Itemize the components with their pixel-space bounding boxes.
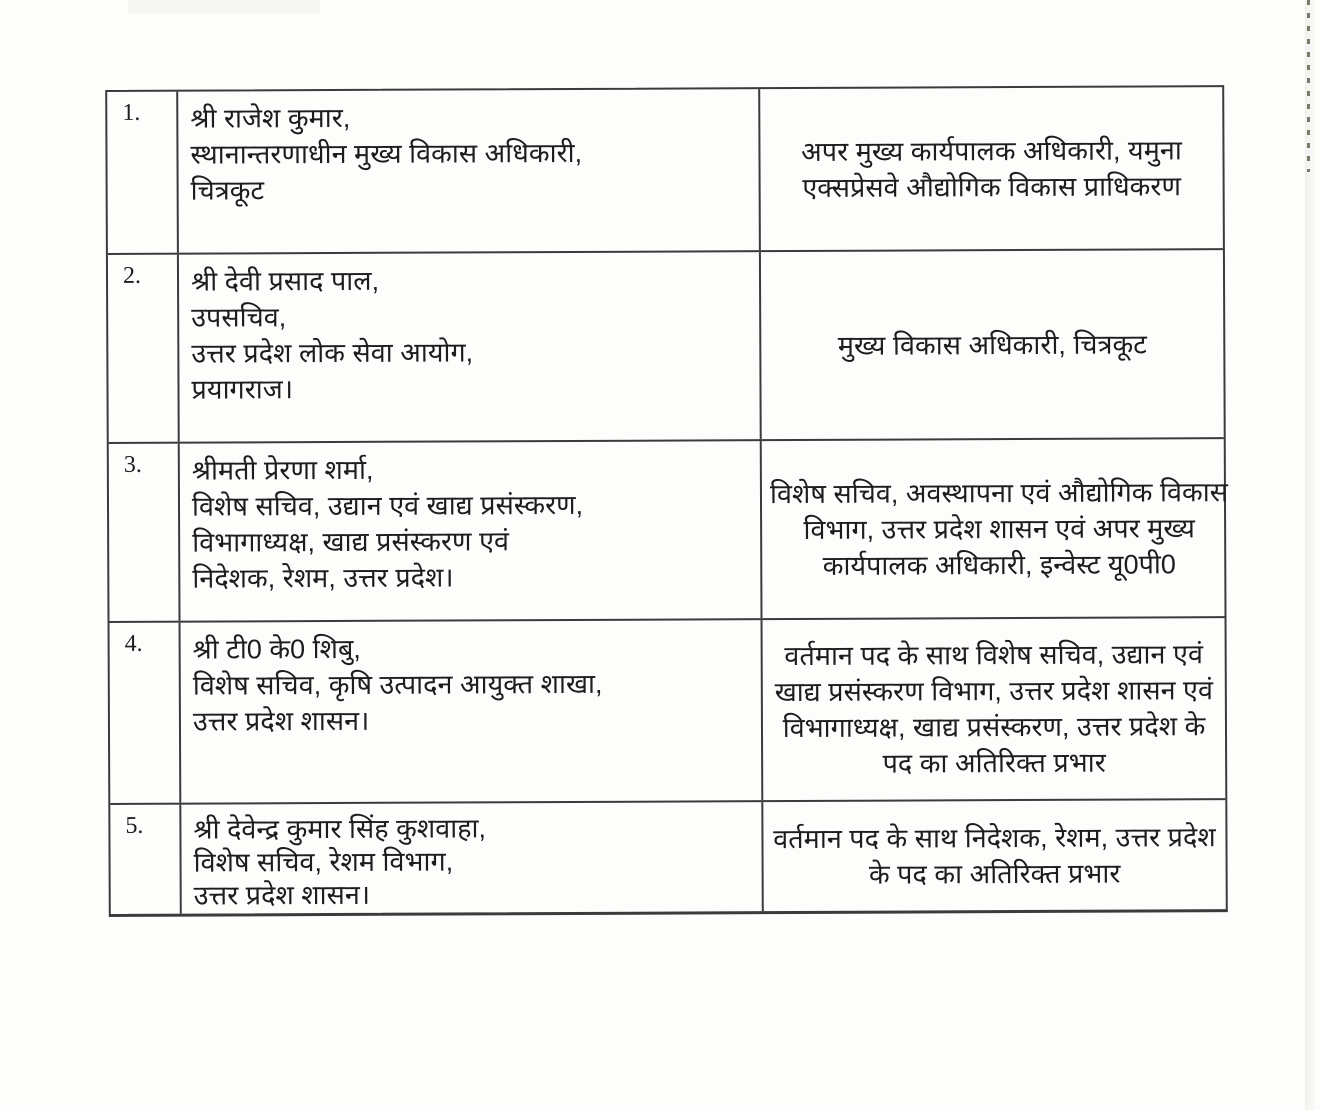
scan-artifact-right-dashes [1307,0,1310,172]
transfer-order-table [105,85,1228,917]
serial-cell: 5. [110,805,181,914]
officer-line: श्री टी0 के0 शिबु, [192,633,361,665]
serial-cell: 1. [107,92,179,253]
posting-line: वर्तमान पद के साथ निदेशक, रेशम, उत्तर प्रदेश [773,821,1216,854]
officer-line: उत्तर प्रदेश शासन। [192,705,370,737]
officer-line: उत्तर प्रदेश लोक सेवा आयोग, [191,337,474,369]
officer-line: श्री देवी प्रसाद पाल, [190,265,380,297]
posting-line: के पद का अतिरिक्त प्रभार [868,858,1121,890]
officer-cell [178,89,761,253]
posting-cell [762,439,1237,618]
serial-cell: 3. [109,444,181,621]
posting-cell [761,250,1224,439]
table-row [110,798,1225,914]
scan-artifact-top-strip [128,0,320,13]
officer-line: विशेष सचिव, रेशम विभाग, [193,846,454,878]
officer-line: श्रीमती प्रेरणा शर्मा, [191,454,374,486]
officer-cell [180,441,763,621]
posting-line: विशेष सचिव, अवस्थापना एवं औद्योगिक विकास [769,476,1229,509]
table-row [110,616,1226,803]
officer-line: उपसचिव, [191,302,287,333]
officer-line: विशेष सचिव, कृषि उत्पादन आयुक्त शाखा, [192,668,603,701]
posting-line: विभाग, उत्तर प्रदेश शासन एवं अपर मुख्य [803,512,1195,545]
serial-cell: 2. [108,255,180,442]
officer-line: प्रयागराज। [191,374,294,405]
posting-line: खाद्य प्रसंस्करण विभाग, उत्तर प्रदेश शासन एवं [774,675,1214,708]
officer-cell [179,252,762,442]
officer-cell [181,620,764,803]
posting-cell [763,618,1226,800]
officer-line: उत्तर प्रदेश शासन। [193,879,371,911]
posting-cell [763,800,1225,911]
posting-line: अपर मुख्य कार्यपालक अधिकारी, यमुना [801,134,1182,167]
posting-line: विभागाध्यक्ष, खाद्य प्रसंस्करण, उत्तर प्रदेश के [782,711,1206,744]
posting-line: एक्सप्रेसवे औद्योगिक विकास प्राधिकरण [802,170,1182,203]
posting-line: मुख्य विकास अधिकारी, चित्रकूट [837,328,1147,361]
table-row [108,248,1224,442]
table-row [107,87,1223,253]
posting-cell [760,87,1223,250]
posting-line: पद का अतिरिक्त प्रभार [882,747,1106,779]
posting-line: कार्यपालक अधिकारी, इन्वेस्ट यू0पी0 [822,548,1176,581]
officer-line: स्थानान्तरणाधीन मुख्य विकास अधिकारी, [190,137,583,170]
officer-line: श्री राजेश कुमार, [190,102,351,134]
officer-line: निदेशक, रेशम, उत्तर प्रदेश। [192,562,454,594]
posting-line: वर्तमान पद के साथ विशेष सचिव, उद्यान एवं [784,639,1203,672]
officer-line: विभागाध्यक्ष, खाद्य प्रसंस्करण एवं [192,526,510,558]
officer-cell [181,802,763,914]
serial-cell: 4. [110,623,182,803]
officer-line: श्री देवेन्द्र कुमार सिंह कुशवाहा, [193,813,487,845]
table-row [109,437,1229,621]
officer-line: चित्रकूट [190,175,265,206]
officer-line: विशेष सचिव, उद्यान एवं खाद्य प्रसंस्करण, [191,489,584,522]
